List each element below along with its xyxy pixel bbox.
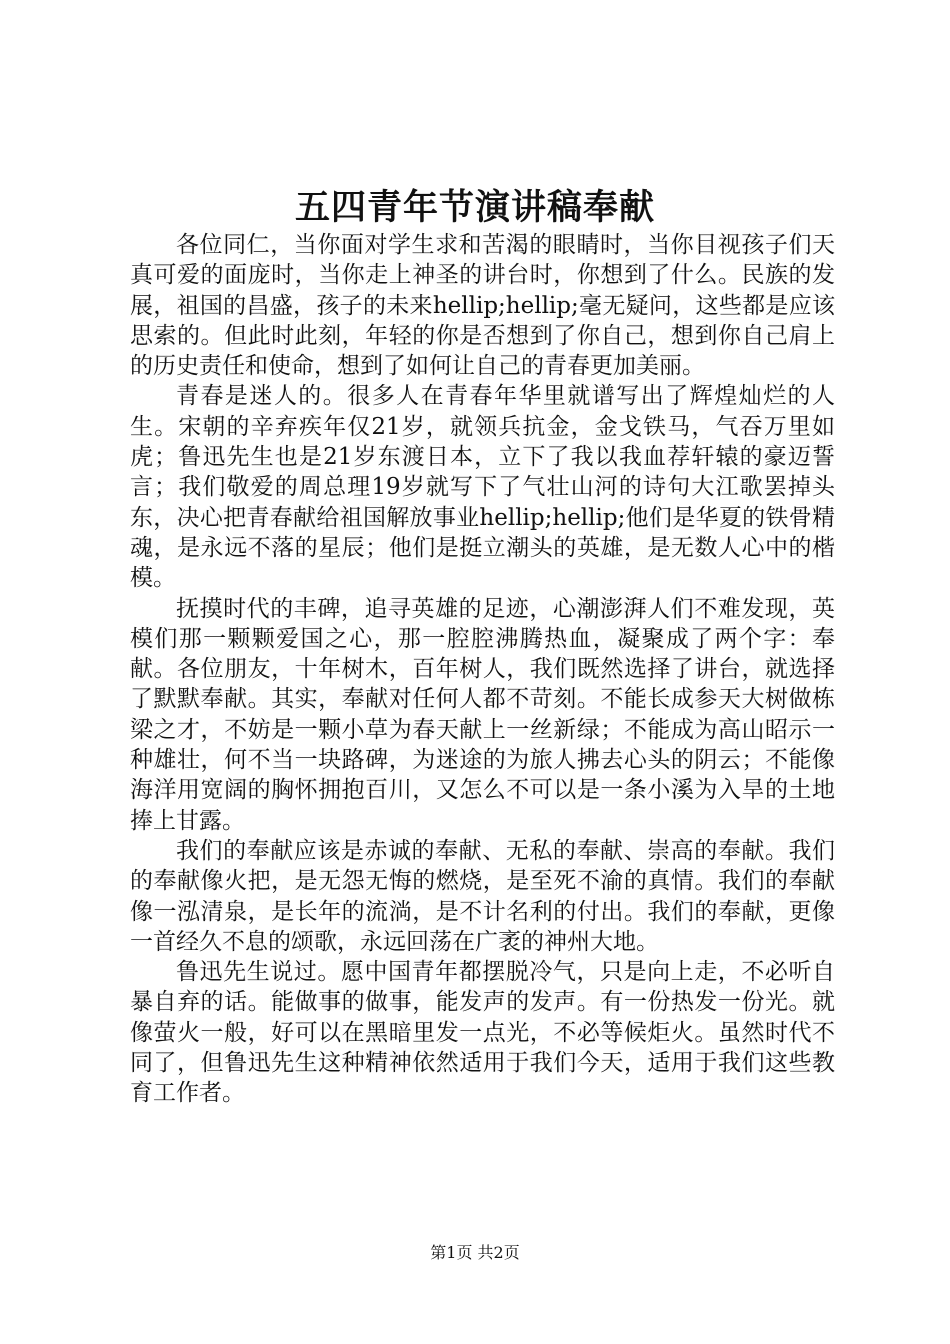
page-number: 第1页 共2页 <box>430 1243 520 1262</box>
paragraph-2: 青春是迷人的。很多人在青春年华里就谱写出了辉煌灿烂的人生。宋朝的辛弃疾年仅21岁，就领兵抗金，金戈铁马，气吞万里如虎；鲁迅先生也是21岁东渡日本，立下了我以我血荐轩辕的豪迈誓言；我们敬爱的周总理19岁就写下了气壮山河的诗句大江歌罢掉头东，决心把青春献给祖国解放事业hellip;hellip;他们是华夏的铁骨精魂，是永远不落的星辰；他们是挺立潮头的英雄，是无数人心中的楷模。 <box>130 383 835 592</box>
paragraph-3: 抚摸时代的丰碑，追寻英雄的足迹，心潮澎湃人们不难发现，英模们那一颗颗爱国之心，那一腔腔沸腾热血，凝聚成了两个字：奉献。各位朋友，十年树木，百年树人，我们既然选择了讲台，就选择了默默奉献。其实，奉献对任何人都不苛刻。不能长成参天大树做栋梁之才，不妨是一颗小草为春天献上一丝新绿；不能成为高山昭示一种雄壮，何不当一块路碑，为迷途的为旅人拂去心头的阴云；不能像海洋用宽阔的胸怀拥抱百川，又怎么不可以是一条小溪为入旱的土地捧上甘露。 <box>130 595 835 834</box>
document-title: 五四青年节演讲稿奉献 <box>294 187 655 228</box>
paragraph-5: 鲁迅先生说过。愿中国青年都摆脱冷气，只是向上走，不必听自暴自弃的话。能做事的做事，能发声的发声。有一份热发一份光。就像萤火一般，好可以在黑暗里发一点光，不必等候炬火。虽然时代不同了，但鲁迅先生这种精神依然适用于我们今天，适用于我们这些教育工作者。 <box>130 959 835 1107</box>
paragraph-1: 各位同仁，当你面对学生求和苦渴的眼睛时，当你目视孩子们天真可爱的面庞时，当你走上神圣的讲台时，你想到了什么。民族的发展，祖国的昌盛，孩子的未来hellip;hellip;毫无疑问，这些都是应该思索的。但此时此刻，年轻的你是否想到了你自己，想到你自己肩上的历史责任和使命，想到了如何让自己的青春更加美丽。 <box>130 232 835 380</box>
page-footer <box>0 1241 950 1265</box>
paragraph-4: 我们的奉献应该是赤诚的奉献、无私的奉献、崇高的奉献。我们的奉献像火把，是无怨无悔的燃烧，是至死不渝的真情。我们的奉献像一泓清泉，是长年的流淌，是不计名利的付出。我们的奉献，更像一首经久不息的颂歌，永远回荡在广袤的神州大地。 <box>130 837 835 955</box>
document-body <box>130 230 835 1109</box>
